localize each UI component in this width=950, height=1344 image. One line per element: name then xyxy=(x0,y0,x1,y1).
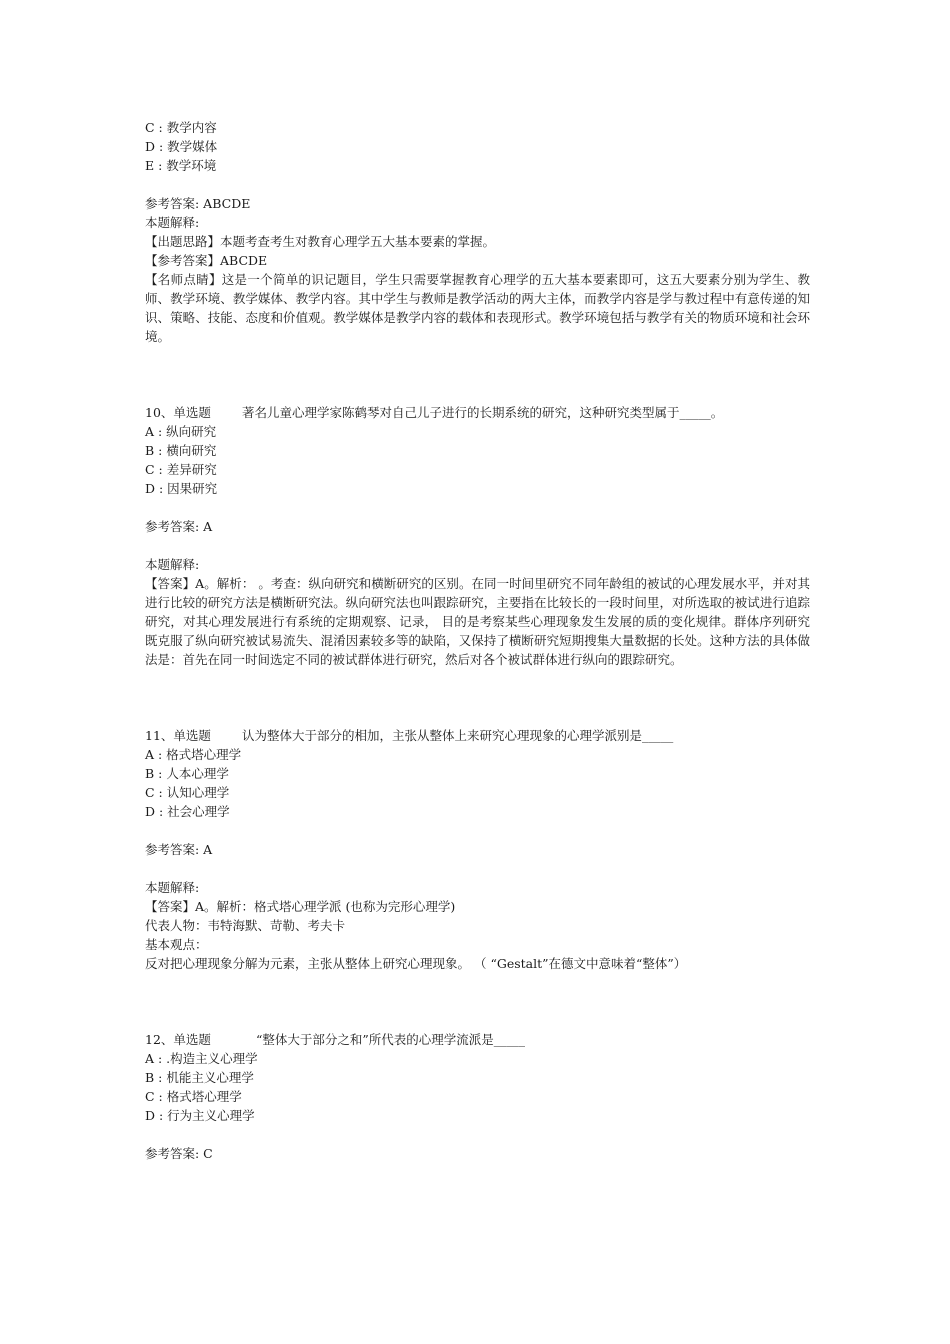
option-a: A : 格式塔心理学 xyxy=(145,747,242,762)
explanation-line: 代表人物：韦特海默、苛勒、考夫卡 xyxy=(145,918,346,933)
question-number: 12、单选题 xyxy=(145,1032,211,1047)
option-c: C : 格式塔心理学 xyxy=(145,1089,242,1104)
question-11-header xyxy=(145,726,810,745)
question-stem: 著名儿童心理学家陈鹤琴对自己儿子进行的长期系统的研究，这种研究类型属于_____。 xyxy=(242,405,724,420)
explanation-paragraph: 【名师点睛】这是一个简单的识记题目，学生只需要掌握教育心理学的五大基本要素即可，这五大要素分别为学生、教师、教学环境、教学媒体、教学内容。其中学生与教师是教学活动的两大主体，而教学内容是学与教过程中有意传递的知识、策略、技能、态度和价值观。教学媒体是教学内容的载体和表现形式。教学环境包括与教学有关的物质环境和社会环境。 xyxy=(145,272,810,344)
question-stem: “整体大于部分之和”所代表的心理学流派是_____ xyxy=(256,1032,526,1047)
question-number: 10、单选题 xyxy=(145,405,211,420)
reference-answer: 参考答案: ABCDE xyxy=(145,196,251,211)
reference-answer: 参考答案: A xyxy=(145,842,213,857)
explanation-paragraph: 【答案】A。解析： 。考查：纵向研究和横断研究的区别。在同一时间里研究不同年龄组的被试的心理发展水平，并对其进行比较的研究方法是横断研究法。纵向研究法也叫跟踪研究，主要指在比较长的一段时间里，对所选取的被试进行追踪研究，对其心理发展进行有系统的定期观察、记录， 目的是考察某些心理现象发生发展的质的变化规律。群体序列研究既克服了纵向研究被试易流失、混淆因素较多等的缺陷，又保持了横断研究短期搜集大量数据的长处。这种方法的具体做法是：首先在同一时间选定不同的被试群体进行研究，然后对各个被试群体进行纵向的跟踪研究。 xyxy=(145,576,810,667)
explanation-line: 基本观点： xyxy=(145,937,208,952)
option-a: A : .构造主义心理学 xyxy=(145,1051,258,1066)
option-b: B : 横向研究 xyxy=(145,443,217,458)
option-d: D : 社会心理学 xyxy=(145,804,230,819)
option-c: C : 认知心理学 xyxy=(145,785,230,800)
explanation-label: 本题解释: xyxy=(145,557,200,572)
option-c: C : 差异研究 xyxy=(145,462,217,477)
option-b: B : 机能主义心理学 xyxy=(145,1070,254,1085)
reference-answer: 参考答案: A xyxy=(145,519,213,534)
reference-answer: 参考答案: C xyxy=(145,1146,213,1161)
question-stem: 认为整体大于部分的相加，主张从整体上来研究心理现象的心理学派别是_____ xyxy=(242,728,674,743)
explanation-line: 反对把心理现象分解为元素，主张从整体上研究心理现象。 （ “Gestalt”在德文中意味着“整体”） xyxy=(145,956,687,971)
option-d: D : 行为主义心理学 xyxy=(145,1108,255,1123)
option-b: B : 人本心理学 xyxy=(145,766,229,781)
option-d: D : 教学媒体 xyxy=(145,139,218,154)
explanation-line: 【答案】A。解析：格式塔心理学派 (也称为完形心理学) xyxy=(145,899,456,914)
question-number: 11、单选题 xyxy=(145,728,211,743)
explanation-line: 【出题思路】本题考查考生对教育心理学五大基本要素的掌握。 xyxy=(145,234,496,249)
option-d: D : 因果研究 xyxy=(145,481,218,496)
question-10-header xyxy=(145,403,810,422)
option-c: C : 教学内容 xyxy=(145,120,217,135)
explanation-label: 本题解释: xyxy=(145,880,200,895)
question-12-header xyxy=(145,1030,810,1049)
document-page xyxy=(145,118,810,1163)
explanation-label: 本题解释: xyxy=(145,215,200,230)
option-a: A : 纵向研究 xyxy=(145,424,217,439)
option-e: E : 教学环境 xyxy=(145,158,217,173)
explanation-line: 【参考答案】ABCDE xyxy=(145,253,268,268)
